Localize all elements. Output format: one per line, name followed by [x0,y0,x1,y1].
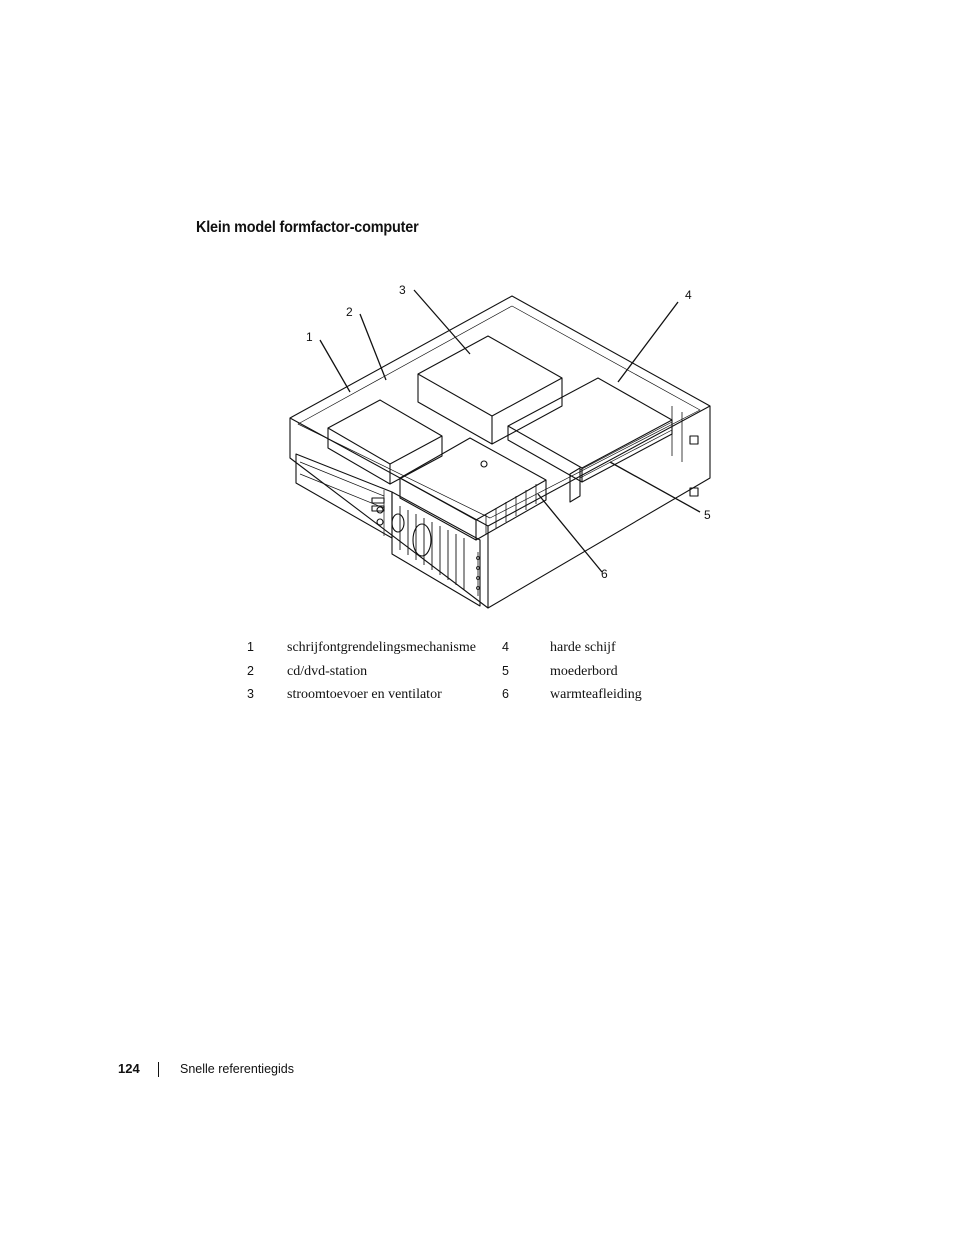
legend-row [240,664,642,688]
footer-divider [158,1062,159,1077]
legend-label: warmteafleiding [550,687,642,702]
legend-number: 1 [247,640,254,654]
legend-label: harde schijf [550,640,616,655]
legend-number: 2 [247,663,254,678]
callout-legend-table [240,640,642,711]
callout-6: 6 [601,567,608,581]
legend-number: 6 [502,687,509,701]
legend-label: moederbord [550,663,618,679]
callout-5: 5 [704,508,711,522]
page-number: 124 [118,1061,140,1076]
legend-row [240,640,642,664]
callout-2: 2 [346,305,353,319]
legend-number: 5 [502,663,509,678]
callout-4: 4 [685,288,692,302]
callout-3: 3 [399,283,406,297]
legend-label: stroomtoevoer en ventilator [287,687,442,702]
legend-number: 4 [502,640,509,654]
legend-label: schrijfontgrendelingsmechanisme [287,640,476,655]
computer-interior-illustration [280,278,720,618]
legend-label: cd/dvd-station [287,663,368,679]
legend-row [240,687,642,711]
callout-1: 1 [306,330,313,344]
legend-number: 3 [247,687,254,701]
document-title: Snelle referentiegids [180,1062,294,1076]
section-heading: Klein model formfactor-computer [196,219,419,236]
